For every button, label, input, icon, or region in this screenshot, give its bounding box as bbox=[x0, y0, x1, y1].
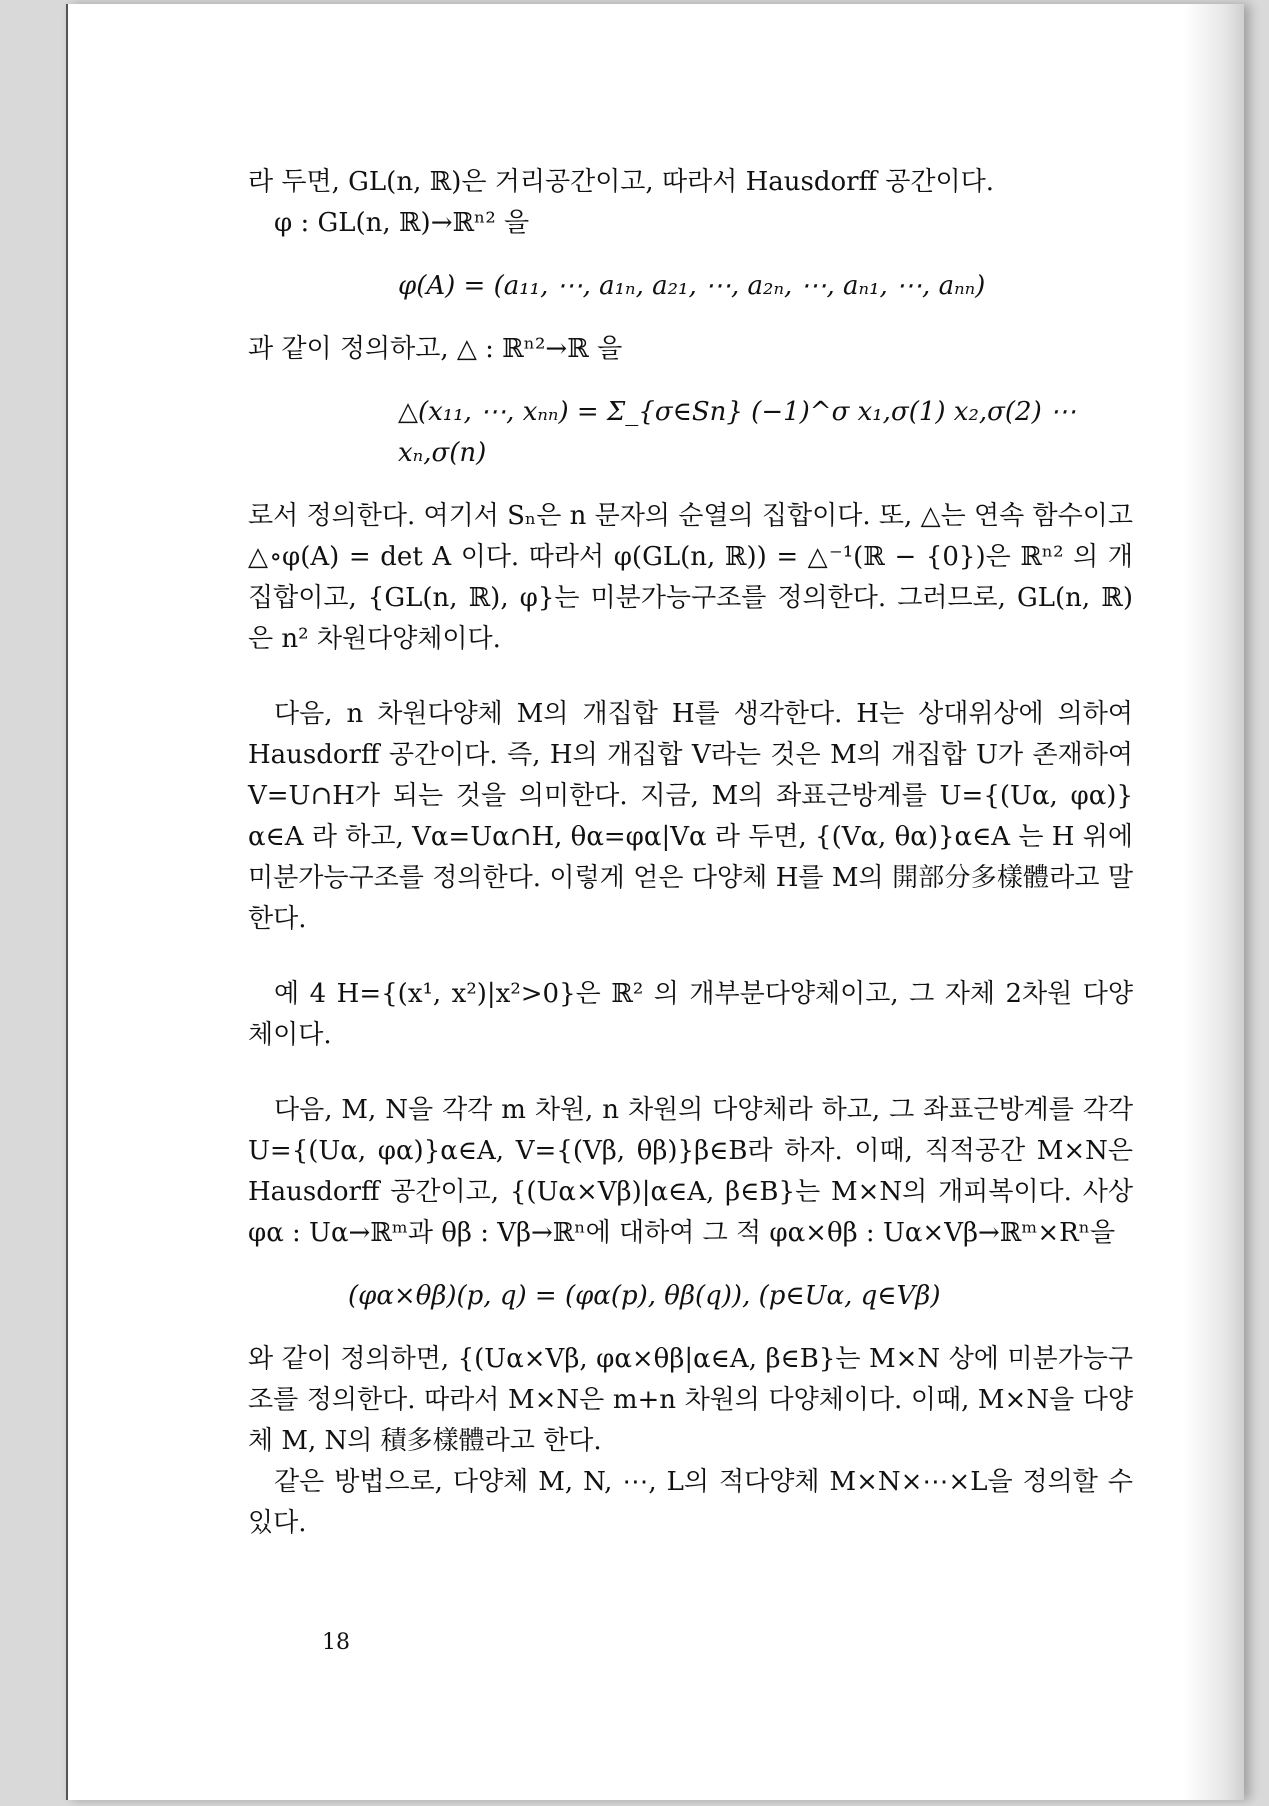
book-page bbox=[66, 4, 1244, 1800]
page-gutter-shadow bbox=[1184, 4, 1244, 1800]
text-line-3: 과 같이 정의하고, △ : ℝⁿ²→ℝ 을 bbox=[248, 334, 623, 364]
page-number: 18 bbox=[322, 1630, 350, 1655]
text-line-1: 라 두면, GL(n, ℝ)은 거리공간이고, 따라서 Hausdorff 공간이다. bbox=[248, 167, 995, 197]
example-4: 예 4 H={(x¹, x²)|x²>0}은 ℝ² 의 개부분다양체이고, 그 자체 2차원 다양체이다. bbox=[248, 979, 1133, 1050]
paragraph-4: 다음, M, N을 각각 m 차원, n 차원의 다양체라 하고, 그 좌표근방계를 각각 U={(Uα, φα)}α∈A, V={(Vβ, θβ)}β∈B라 하자. 이때, 직적공간 M×N은 Hausdorff 공간이고, {(Uα×Vβ)|α∈A, β∈B}는 M×N의 개피복이다. 사상 φα : Uα→ℝᵐ과 θβ : Vβ→ℝⁿ에 대하여 그 적 φα×θβ : Uα×Vβ→ℝᵐ×Rⁿ을 bbox=[248, 1095, 1133, 1248]
paragraph-1: 로서 정의한다. 여기서 Sₙ은 n 문자의 순열의 집합이다. 또, △는 연속 함수이고 △∘φ(A) = det A 이다. 따라서 φ(GL(n, ℝ)) = △⁻¹(ℝ − {0})은 ℝⁿ² 의 개집합이고, {GL(n, ℝ), φ}는 미분가능구조를 정의한다. 그러므로, GL(n, ℝ)은 n² 차원다양체이다. bbox=[248, 501, 1133, 654]
page-content bbox=[248, 162, 1133, 1544]
text-line-2: φ : GL(n, ℝ)→ℝⁿ² 을 bbox=[274, 208, 530, 238]
paragraph-5: 와 같이 정의하면, {(Uα×Vβ, φα×θβ|α∈A, β∈B}는 M×N 상에 미분가능구조를 정의한다. 따라서 M×N은 m+n 차원의 다양체이다. 이때, M×N을 다양체 M, N의 積多樣體라고 한다. bbox=[248, 1344, 1133, 1456]
equation-product-map: (φα×θβ)(p, q) = (φα(p), θβ(q)), (p∈Uα, q∈Vβ) bbox=[348, 1281, 941, 1311]
paragraph-2: 다음, n 차원다양체 M의 개집합 H를 생각한다. H는 상대위상에 의하여 Hausdorff 공간이다. 즉, H의 개집합 V라는 것은 M의 개집합 U가 존재하여 V=U∩H가 되는 것을 의미한다. 지금, M의 좌표근방계를 U={(Uα, φα)}α∈A 라 하고, Vα=Uα∩H, θα=φα|Vα 라 두면, {(Vα, θα)}α∈A 는 H 위에 미분가능구조를 정의한다. 이렇게 얻은 다양체 H를 M의 開部分多樣體라고 말한다. bbox=[248, 699, 1133, 934]
paragraph-6: 같은 방법으로, 다양체 M, N, ⋯, L의 적다양체 M×N×⋯×L을 정의할 수 있다. bbox=[248, 1467, 1133, 1538]
equation-phi: φ(A) = (a₁₁, ⋯, a₁ₙ, a₂₁, ⋯, a₂ₙ, ⋯, aₙ₁, ⋯, aₙₙ) bbox=[398, 271, 986, 301]
equation-delta: △(x₁₁, ⋯, xₙₙ) = Σ_{σ∈Sn} (−1)^σ x₁,σ(1) x₂,σ(2) ⋯ xₙ,σ(n) bbox=[398, 397, 1076, 468]
